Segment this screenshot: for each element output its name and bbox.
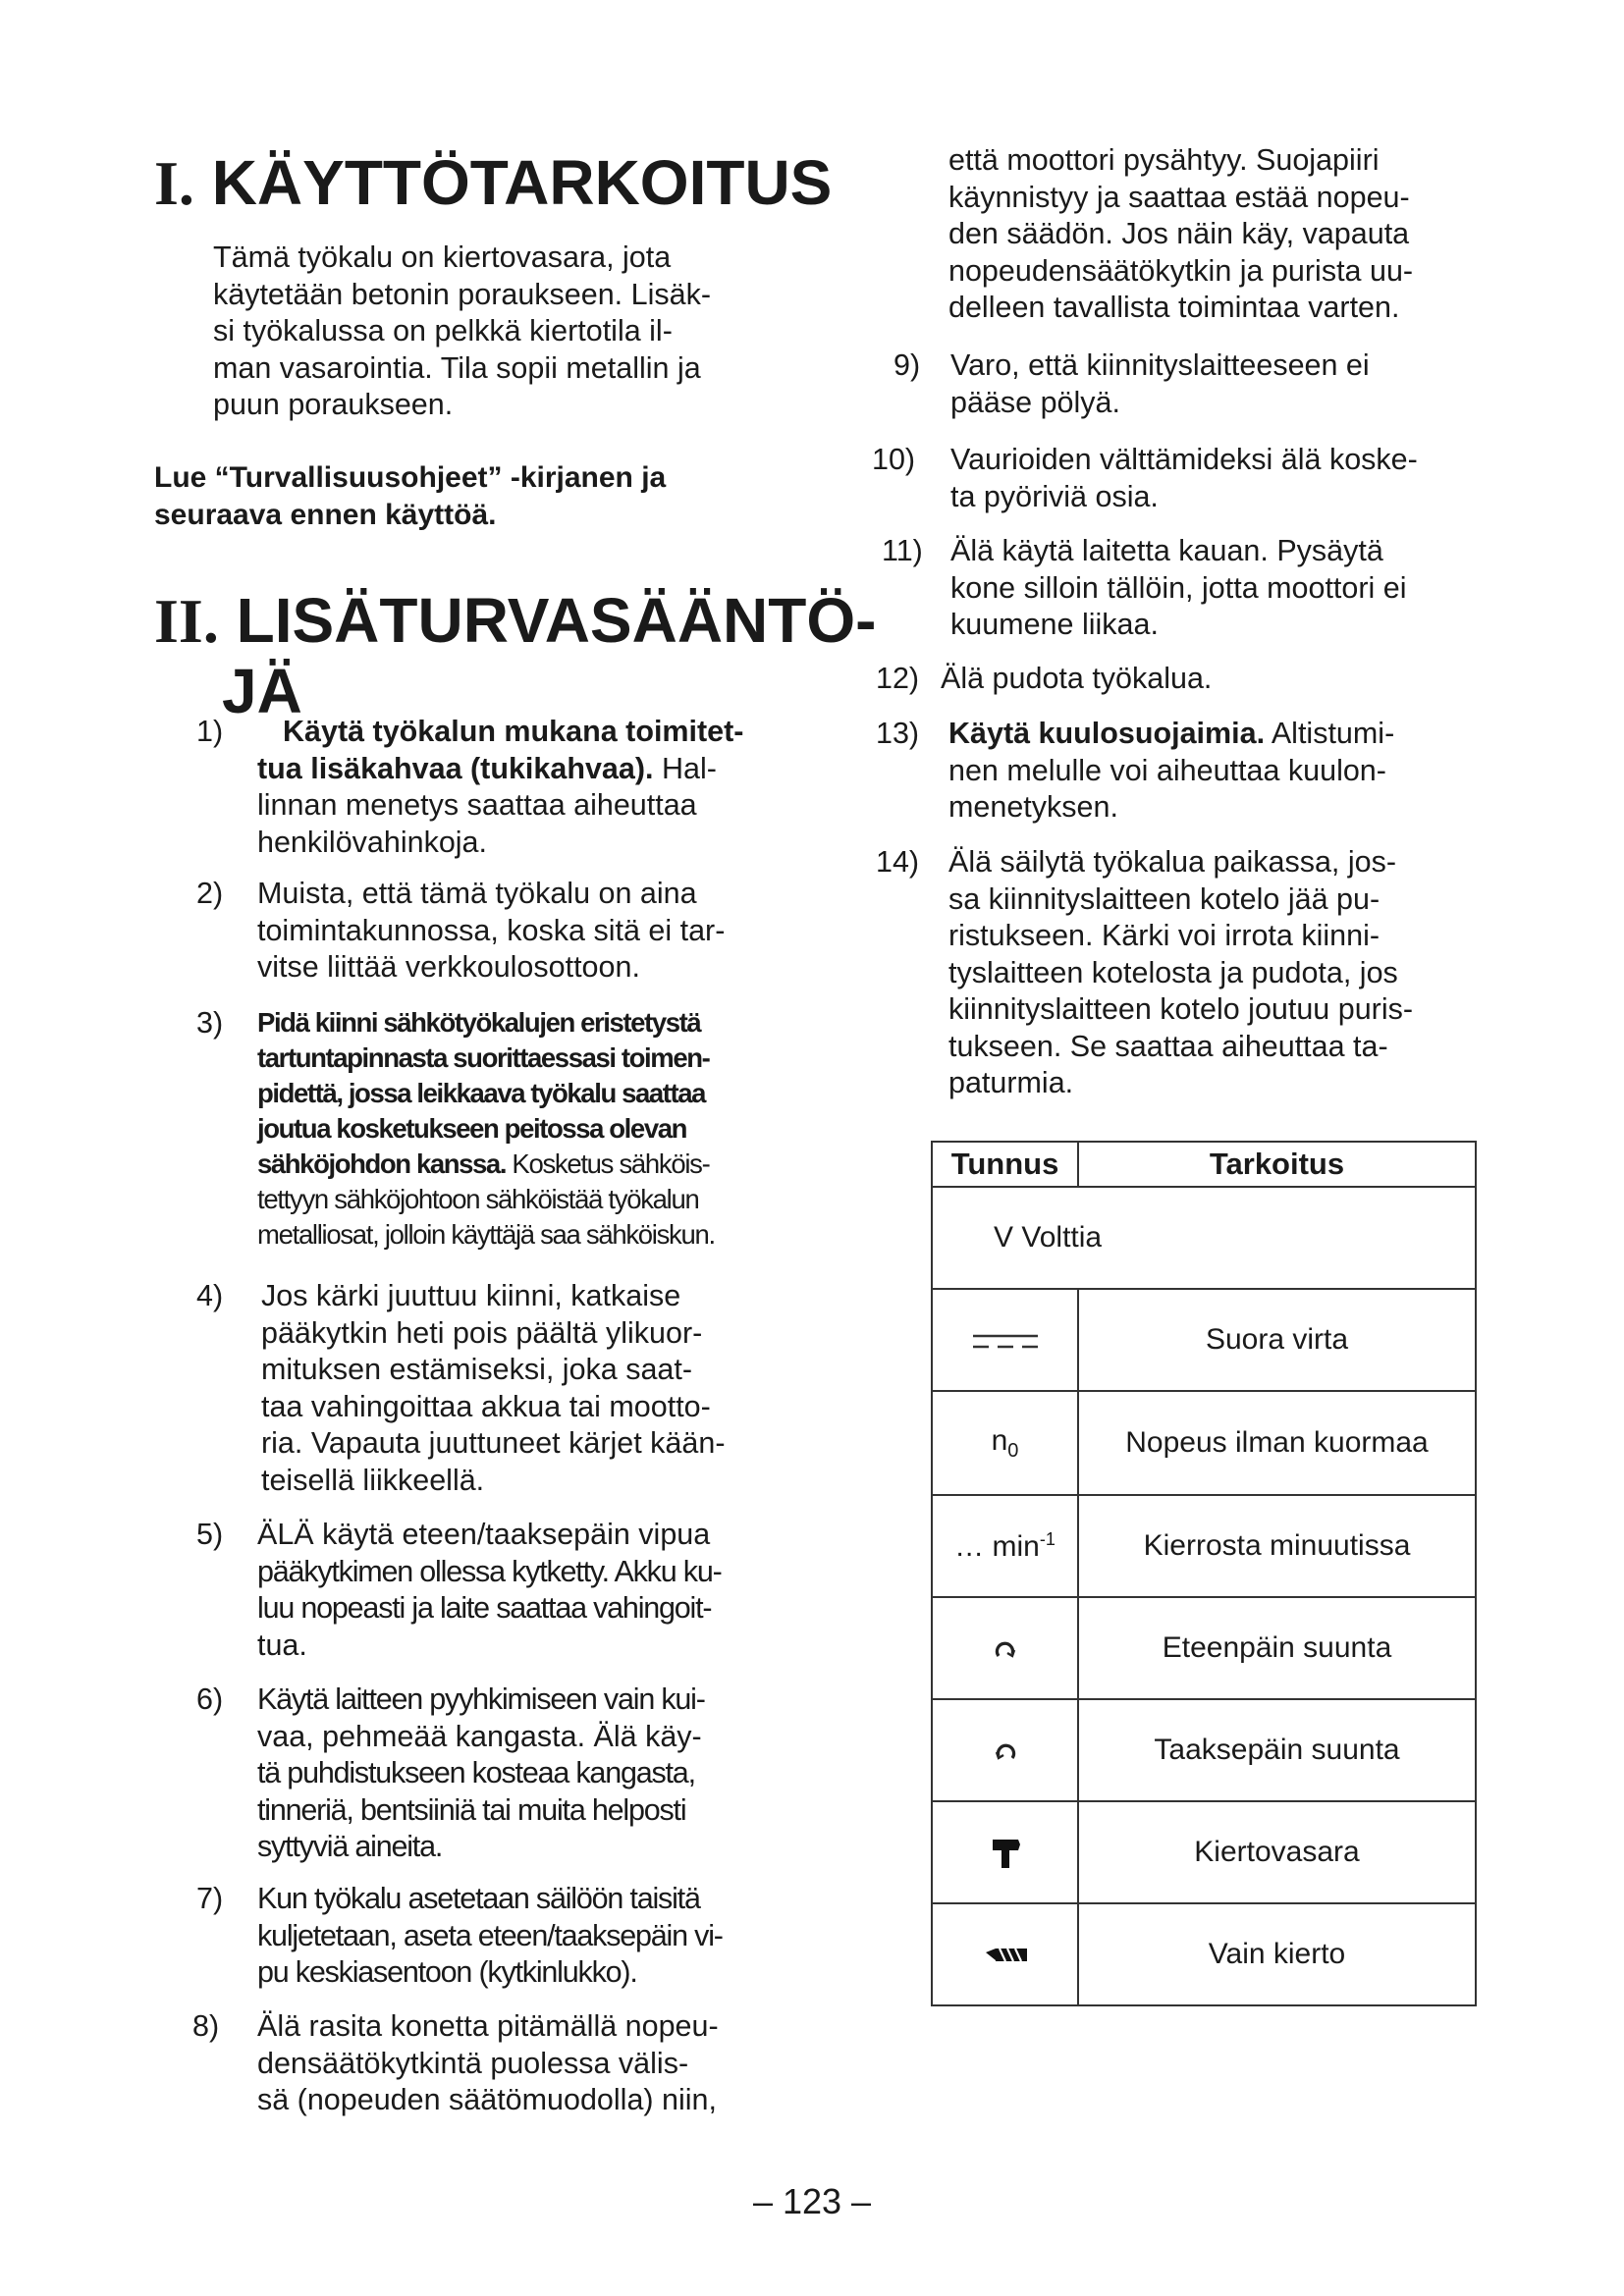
item-text: Kun työkalu asetetaan säilöön taisitä bbox=[257, 1882, 700, 1915]
item-bold-text: Pidä kiinni sähkötyökalujen eristetystä bbox=[257, 1007, 701, 1038]
meaning-cell: Taaksepäin suunta bbox=[1078, 1699, 1476, 1801]
item-text: tyslaitteen kotelosta ja pudota, jos bbox=[948, 955, 1398, 989]
meaning-cell: Kiertovasara bbox=[1078, 1801, 1476, 1903]
table-row bbox=[932, 1801, 1476, 1903]
symbol-cell bbox=[932, 1495, 1078, 1597]
symbol-min-text: … min bbox=[954, 1529, 1040, 1563]
item-text: Hal- bbox=[661, 751, 717, 785]
symbol-n0 bbox=[991, 1423, 1019, 1462]
item-text: syttyviä aineita. bbox=[257, 1830, 443, 1863]
item-number: 12) bbox=[876, 662, 920, 695]
item-text: pääse pölyä. bbox=[950, 385, 1120, 419]
item-bold-text: tartuntapinnasta suorittaessasi toimen- bbox=[257, 1042, 710, 1073]
meaning-cell: Nopeus ilman kuormaa bbox=[1078, 1391, 1476, 1495]
note-line: Lue “Turvallisuusohjeet” -kirjanen ja bbox=[154, 461, 667, 494]
item-text: kuljetetaan, aseta eteen/taaksepäin vi- bbox=[257, 1918, 723, 1952]
symbol-cell bbox=[932, 1903, 1078, 2005]
item-text: luu nopeasti ja laite saattaa vahingoit- bbox=[257, 1591, 712, 1625]
table-header-symbol: Tunnus bbox=[932, 1142, 1078, 1187]
body-line: si työkalussa on pelkkä kiertotila il- bbox=[213, 314, 673, 347]
item-text: kone silloin tällöin, jotta moottori ei bbox=[950, 570, 1407, 605]
item-number: 1) bbox=[196, 715, 224, 748]
item-number: 2) bbox=[196, 877, 224, 910]
item-number: 11) bbox=[882, 534, 923, 567]
item-bold-text: pidettä, jossa leikkaava työkalu saattaa bbox=[257, 1078, 706, 1108]
symbol-sub: 0 bbox=[1007, 1439, 1019, 1462]
symbol-cell bbox=[932, 1699, 1078, 1801]
dc-icon bbox=[971, 1330, 1040, 1352]
symbol-cell bbox=[932, 1801, 1078, 1903]
item-text: teisellä liikkeellä. bbox=[261, 1463, 485, 1497]
item-text: Vaurioiden välttämideksi älä koske- bbox=[950, 443, 1418, 476]
symbol-table bbox=[931, 1141, 1477, 2006]
item-text: ÄLÄ käytä eteen/taaksepäin vipua bbox=[257, 1518, 711, 1551]
item-text: Älä pudota työkalua. bbox=[941, 662, 1213, 695]
item-text: taa vahingoittaa akkua tai mootto- bbox=[261, 1389, 711, 1423]
item-text: tettyyn sähköjohtoon sähköistää työkalun bbox=[257, 1184, 699, 1214]
section2-title-line2: JÄ bbox=[222, 656, 302, 726]
section2-numeral: II. bbox=[154, 586, 219, 656]
item-text: pääkytkin heti pois päältä ylikuor- bbox=[261, 1315, 703, 1350]
item-text: kuumene liikaa. bbox=[950, 608, 1159, 641]
meaning-text: Volttia bbox=[1021, 1221, 1103, 1254]
item-number: 7) bbox=[196, 1882, 224, 1915]
forward-rotation-icon bbox=[994, 1637, 1017, 1661]
item-text: Älä rasita konetta pitämällä nopeu- bbox=[257, 2009, 719, 2043]
body-line: käytetään betonin poraukseen. Lisäk- bbox=[213, 277, 711, 311]
item-text: den säädön. Jos näin käy, vapauta bbox=[948, 217, 1410, 250]
section2-heading bbox=[154, 585, 876, 657]
item-text: Varo, että kiinnityslaitteeseen ei bbox=[950, 348, 1370, 382]
item-bold-text: tua lisäkahvaa (tukikahvaa). bbox=[257, 751, 654, 785]
symbol-cell bbox=[932, 1391, 1078, 1495]
item-text: ristukseen. Kärki voi irrota kiinni- bbox=[948, 919, 1380, 952]
item-text: ta pyöriviä osia. bbox=[950, 479, 1159, 513]
body-line: man vasarointia. Tila sopii metallin ja bbox=[213, 350, 701, 385]
item-text: henkilövahinkoja. bbox=[257, 825, 487, 859]
item-text: menetyksen. bbox=[948, 790, 1118, 824]
item-text: tä puhdistukseen kosteaa kangasta, bbox=[257, 1756, 695, 1789]
symbol-min bbox=[954, 1530, 1056, 1563]
item-number: 14) bbox=[876, 845, 920, 879]
item-text: että moottori pysähtyy. Suojapiiri bbox=[948, 143, 1380, 177]
section1-title: KÄYTTÖTARKOITUS bbox=[211, 147, 833, 218]
table-row bbox=[932, 1391, 1476, 1495]
item-text: tua. bbox=[257, 1628, 307, 1662]
item-bold-text: joutua kosketukseen peitossa olevan bbox=[257, 1113, 687, 1144]
item-text: metalliosat, jolloin käyttäjä saa sähköiskun. bbox=[257, 1219, 715, 1250]
item-text: tinneriä, bentsiiniä tai muita helposti bbox=[257, 1792, 686, 1827]
item-text: delleen tavallista toimintaa varten. bbox=[948, 291, 1400, 324]
item-number: 6) bbox=[196, 1682, 224, 1716]
item-text: kiinnityslaitteen kotelo joutuu puris- bbox=[948, 992, 1414, 1026]
table-row bbox=[932, 1187, 1476, 1289]
item-number: 10) bbox=[872, 443, 916, 476]
item-text: Älä säilytä työkalua paikassa, jos- bbox=[948, 845, 1397, 879]
meaning-cell: Vain kierto bbox=[1078, 1903, 1476, 2005]
item-number: 4) bbox=[196, 1279, 224, 1312]
symbol-v: V bbox=[994, 1221, 1014, 1254]
table-row bbox=[932, 1903, 1476, 2005]
table-header-meaning: Tarkoitus bbox=[1078, 1142, 1476, 1187]
item-text: densäätökytkintä puolessa välis- bbox=[257, 2046, 689, 2080]
item-text: Kosketus sähköis- bbox=[512, 1148, 710, 1179]
section2-title-line1: LISÄTURVASÄÄNTÖ- bbox=[236, 585, 877, 656]
meaning-cell: Suora virta bbox=[1078, 1289, 1476, 1391]
item-text: Jos kärki juuttuu kiinni, katkaise bbox=[261, 1279, 681, 1312]
item-number: 13) bbox=[876, 717, 920, 750]
symbol-cell bbox=[932, 1597, 1078, 1699]
body-line: Tämä työkalu on kiertovasara, jota bbox=[213, 240, 672, 274]
item-text: linnan menetys saattaa aiheuttaa bbox=[257, 788, 697, 822]
item-text: pu keskiasentoon (kytkinlukko). bbox=[257, 1955, 637, 1989]
item-text: nopeudensäätökytkin ja purista uu- bbox=[948, 253, 1414, 288]
item-number: 8) bbox=[192, 2009, 220, 2043]
table-header-row bbox=[932, 1142, 1476, 1187]
item-text: tukseen. Se saattaa aiheuttaa ta- bbox=[948, 1029, 1388, 1063]
page-number: – 123 – bbox=[752, 2181, 872, 2221]
hammer-icon bbox=[991, 1837, 1020, 1870]
table-row bbox=[932, 1495, 1476, 1597]
item-text: Muista, että tämä työkalu on aina bbox=[257, 877, 697, 910]
item-bold-text: Käytä kuulosuojaimia. bbox=[948, 717, 1266, 750]
safety-note bbox=[154, 459, 783, 534]
item-text: vaa, pehmeää kangasta. Älä käy- bbox=[257, 1719, 702, 1753]
item-text: mituksen estämiseksi, joka saat- bbox=[261, 1353, 693, 1386]
volt-cell bbox=[932, 1187, 1476, 1289]
item-text: Älä käytä laitetta kauan. Pysäytä bbox=[950, 534, 1383, 567]
symbol-sup: -1 bbox=[1039, 1528, 1056, 1549]
symbol-n: n bbox=[991, 1423, 1008, 1457]
item-text: Altistumi- bbox=[1271, 717, 1395, 750]
drill-bit-icon bbox=[984, 1945, 1027, 1966]
item-text: vitse liittää verkkoulosottoon. bbox=[257, 950, 640, 984]
section1-heading bbox=[154, 147, 832, 219]
item-text: ria. Vapauta juuttuneet kärjet kään- bbox=[261, 1426, 726, 1460]
item-number: 3) bbox=[196, 1006, 224, 1040]
section1-numeral: I. bbox=[154, 148, 194, 218]
item-text: paturmia. bbox=[948, 1066, 1074, 1099]
table-row bbox=[932, 1289, 1476, 1391]
item-number: 5) bbox=[196, 1518, 224, 1551]
table-row bbox=[932, 1597, 1476, 1699]
body-line: puun poraukseen. bbox=[213, 388, 454, 421]
note-line: seuraava ennen käyttöä. bbox=[154, 499, 497, 531]
meaning-cell: Kierrosta minuutissa bbox=[1078, 1495, 1476, 1597]
meaning-cell: Eteenpäin suunta bbox=[1078, 1597, 1476, 1699]
item-text: nen melulle voi aiheuttaa kuulon- bbox=[948, 753, 1386, 787]
item-text: käynnistyy ja saattaa estää nopeu- bbox=[948, 180, 1410, 214]
item-bold-text: Käytä työkalun mukana toimitet- bbox=[283, 715, 744, 748]
item-text: Käytä laitteen pyyhkimiseen vain kui- bbox=[257, 1682, 705, 1716]
item-bold-text: sähköjohdon kanssa. bbox=[257, 1148, 507, 1179]
section1-body bbox=[213, 240, 802, 424]
item-text: pääkytkimen ollessa kytketty. Akku ku- bbox=[257, 1554, 722, 1588]
item-text: toimintakunnossa, koska sitä ei tar- bbox=[257, 913, 726, 947]
item-number: 9) bbox=[893, 348, 921, 382]
table-row bbox=[932, 1699, 1476, 1801]
symbol-cell bbox=[932, 1289, 1078, 1391]
item-text: sä (nopeuden säätömuodolla) niin, bbox=[257, 2083, 717, 2116]
reverse-rotation-icon bbox=[994, 1739, 1017, 1763]
item-text: sa kiinnityslaitteen kotelo jää pu- bbox=[948, 881, 1380, 916]
